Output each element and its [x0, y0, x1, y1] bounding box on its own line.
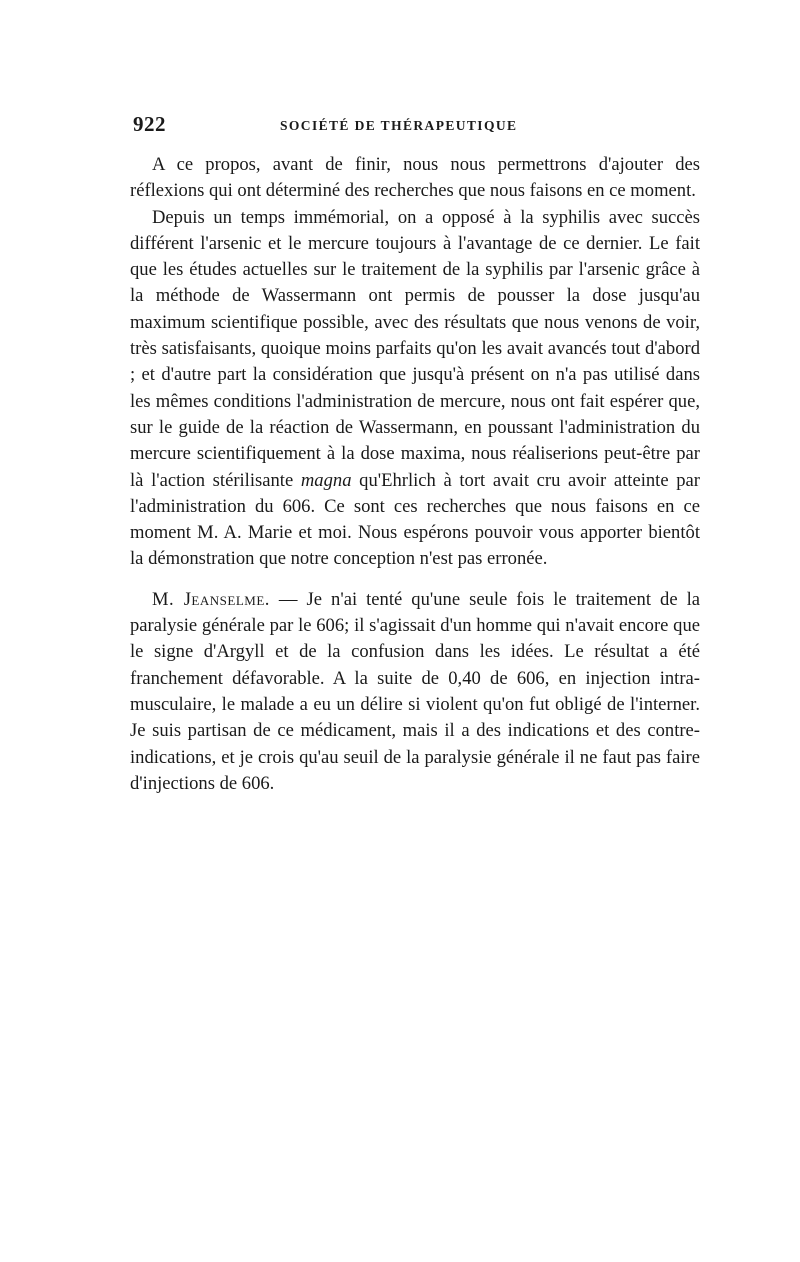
- paragraph-jeanselme-text: — Je n'ai tenté qu'une seule fois le traitement de la paralysie générale par le 606; il s'agissait d'un homme qui n'avait encore que le signe d'Argyll et de la confusion dans les idées. Le résultat a été franchement défavorable. A la suite de 0,40 de 606, en injection intra-musculaire, le malade a eu un délire si violent qu'on fut obligé de l'interner. Je suis partisan de ce médicament, mais il a des indications et des contre-indications, et je crois qu'au seuil de la paralysie générale il ne faut pas faire d'injections de 606.: [130, 588, 701, 794]
- journal-title: SOCIÉTÉ DE THÉRAPEUTIQUE: [280, 118, 518, 133]
- italic-term: magna: [300, 469, 352, 491]
- paragraph-jeanselme: [130, 587, 700, 797]
- page-number: 922: [133, 112, 166, 136]
- running-head: [130, 112, 700, 142]
- paragraph-intro: [130, 152, 700, 205]
- paragraph-syphilis-text-continued: qu'Ehrlich à tort avait cru avoir atteinte par l'administration du 606. Ce sont ces recherches que nous faisons en ce moment M. A. Marie et moi. Nous espérons pouvoir vous apporter bientôt la démonstration que notre conception n'est pas erronée.: [130, 469, 700, 570]
- page-body: [130, 112, 700, 797]
- paragraph-intro-text: A ce propos, avant de finir, nous nous permettrons d'ajouter des réflexions qui ont déterminé des recherches que nous faisons en ce moment.: [130, 154, 700, 202]
- speaker-name: M. Jeanselme.: [152, 588, 270, 610]
- paragraph-syphilis-text: Depuis un temps immémorial, on a opposé à la syphilis avec succès différent l'arsenic et le mercure toujours à l'avantage de ce dernier. Le fait que les études actuelles sur le traitement de la syphilis par l'arsenic grâce à la méthode de Wassermann ont permis de pousser la dose jusqu'au maximum scientifique possible, avec des résultats que nous venons de voir, très satisfaisants, quoique moins parfaits qu'on les avait avancés tout d'abord ; et d'autre part la considération que jusqu'à présent on n'a pas utilisé dans les mêmes conditions l'administration de mercure, nous ont fait espérer que, sur le guide de la réaction de Wassermann, en poussant l'administration du mercure scientifiquement à la dose maxima, nous réaliserions peut-être par là l'action stérilisante: [130, 206, 700, 491]
- paragraph-syphilis: [130, 205, 700, 573]
